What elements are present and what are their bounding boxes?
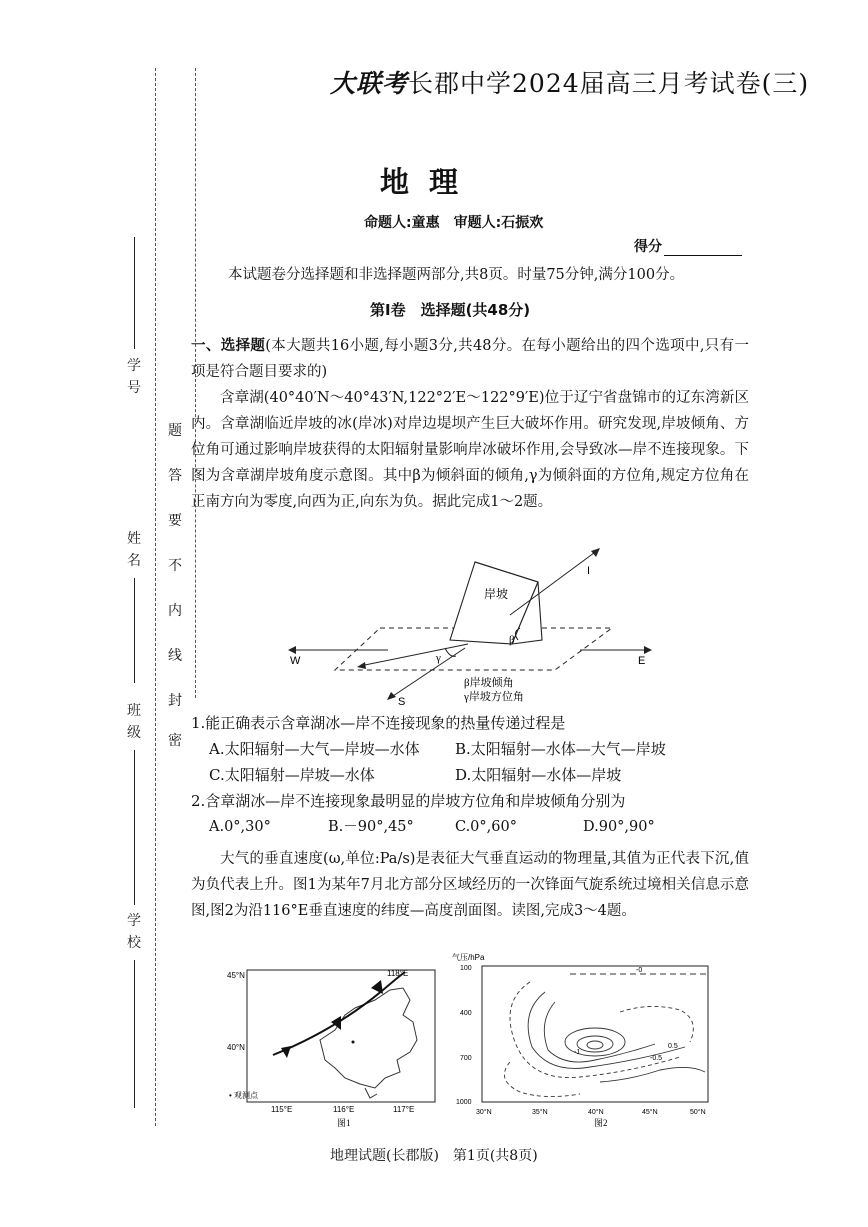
x-tick: 35°N — [532, 1109, 548, 1116]
beta-symbol: β — [509, 634, 515, 646]
q2-option-b[interactable]: B.－90°,45° — [328, 819, 414, 835]
east-label: E — [638, 655, 646, 667]
y-tick: 1000 — [456, 1099, 472, 1106]
q2-option-c[interactable]: C.0°,60° — [455, 819, 517, 835]
question-1-stem: 1.能正确表示含章湖冰—岸不连接现象的热量传递过程是 — [191, 714, 566, 732]
normal-label: I — [587, 565, 591, 577]
vertical-velocity-section — [450, 952, 720, 1130]
y-tick: 400 — [460, 1010, 472, 1017]
slope-angle-figure — [280, 540, 660, 708]
student-id-blank[interactable] — [134, 237, 135, 349]
lon-117-label: 117°E — [393, 1105, 415, 1114]
school-blank[interactable] — [134, 960, 135, 1108]
contour-label: 0.5 — [668, 1043, 678, 1050]
score-blank[interactable] — [664, 241, 742, 256]
subject-title: 地理 — [380, 165, 479, 199]
contour-label: -0 — [636, 967, 643, 974]
q1-option-d[interactable]: D.太阳辐射—水体—岸坡 — [455, 766, 622, 784]
passage-1: 含章湖(40°40′N～40°43′N,122°2′E～122°9′E)位于辽宁省盘锦市的辽东湾新区内。含章湖临近岸坡的冰(岸冰)对岸边堤坝产生巨大破坏作用。研究发现,岸坡倾角、方位角可通过影响岸坡获得的太阳辐射量影响岸冰破坏作用,会导致冰—岸不连接现象。下图为含章湖岸坡角度示意图。其中β为倾斜面的倾角,γ为倾斜面的方位角,规定方位角在正南方向为零度,向西为正,向东为负。据此完成1～2题。 — [191, 390, 749, 510]
margin-label-name: 姓 名 — [127, 531, 155, 569]
front-cyclone-map — [225, 960, 450, 1130]
authors-line: 命题人:童惠 审题人:石振欢 — [364, 215, 544, 231]
x-tick: 50°N — [690, 1109, 706, 1116]
q1-option-a[interactable]: A.太阳辐射—大气—岸坡—水体 — [209, 740, 420, 758]
south-arrowhead — [387, 692, 396, 700]
class-blank[interactable] — [134, 750, 135, 905]
part1-instructions-text: (本大题共16小题,每小题3分,共48分。在每小题给出的四个选项中,只有一项是符合题目要求的) — [191, 338, 749, 380]
y-axis-title: 气压/hPa — [452, 953, 485, 962]
east-arrowhead — [644, 646, 652, 654]
plot-frame — [482, 966, 708, 1102]
q1-option-c[interactable]: C.太阳辐射—岸坡—水体 — [209, 766, 375, 784]
section-title: 第Ⅰ卷 选择题(共48分) — [370, 301, 531, 319]
score-label: 得分 — [634, 239, 662, 255]
observation-station — [352, 1041, 355, 1044]
figure-1-caption: 图1 — [337, 1118, 351, 1128]
margin-label-class: 班 级 — [127, 703, 155, 741]
part1-instructions — [191, 333, 749, 385]
seal-char: 要 — [168, 513, 182, 529]
x-tick: 45°N — [642, 1109, 658, 1116]
figure-2-caption: 图2 — [594, 1118, 608, 1128]
seal-char: 封 — [168, 693, 182, 709]
projection-arrowhead — [357, 662, 366, 669]
slope-label: 岸坡 — [484, 587, 509, 601]
q1-option-b[interactable]: B.太阳辐射—水体—大气—岸坡 — [455, 740, 666, 758]
name-blank[interactable] — [134, 578, 135, 683]
west-label: W — [290, 655, 301, 667]
map-frame — [247, 970, 435, 1102]
q2-option-a[interactable]: A.0°,30° — [209, 819, 271, 835]
question-2-stem: 2.含章湖冰—岸不连接现象最明显的岸坡方位角和岸坡倾角分别为 — [191, 792, 626, 810]
x-tick: 30°N — [476, 1109, 492, 1116]
lon-118-label: 118°E — [387, 969, 409, 978]
margin-label-school: 学 校 — [127, 913, 155, 951]
lon-115-label: 115°E — [271, 1105, 293, 1114]
exam-title — [330, 64, 809, 100]
seal-char: 不 — [168, 558, 182, 574]
binding-line-outer — [155, 68, 156, 1126]
gamma-symbol: γ — [436, 652, 441, 664]
seal-char: 内 — [168, 603, 182, 619]
west-arrowhead — [288, 646, 296, 654]
lat-40-label: 40°N — [227, 1043, 245, 1052]
q2-option-d[interactable]: D.90°,90° — [583, 819, 655, 835]
normal-projection — [360, 644, 468, 666]
seal-char: 密 — [168, 733, 182, 749]
lon-116-label: 116°E — [333, 1105, 355, 1114]
score-field — [634, 236, 742, 256]
seal-char: 答 — [168, 468, 182, 484]
passage-2: 大气的垂直速度(ω,单位:Pa/s)是表征大气垂直运动的物理量,其值为正代表下沉,值为负代表上升。图1为某年7月北方部分区域经历的一次锋面气旋系统过境相关信息示意图,图2为沿116°E垂直速度的纬度—高度剖面图。读图,完成3～4题。 — [191, 851, 749, 919]
x-tick: 40°N — [588, 1109, 604, 1116]
legend-beta: β岸坡倾角 — [464, 677, 514, 689]
legend-gamma: γ岸坡方位角 — [464, 691, 524, 703]
seal-char: 题 — [168, 423, 182, 439]
normal-arrowhead — [591, 548, 600, 557]
lat-45-label: 45°N — [227, 971, 245, 980]
y-tick: 700 — [460, 1055, 472, 1062]
exam-title-text: 长郡中学2024届高三月考试卷(三) — [408, 69, 810, 98]
brand-logo-text: 大联考 — [330, 69, 409, 98]
contour-label: -0.5 — [650, 1055, 663, 1062]
margin-label-student-id: 学 号 — [127, 358, 155, 396]
y-tick: 100 — [460, 965, 472, 972]
south-label: S — [398, 696, 406, 708]
part1-heading: 一、选择题 — [191, 337, 266, 354]
station-legend: • 观测点 — [229, 1091, 259, 1100]
contour-label: -1 — [574, 1049, 581, 1056]
seal-char: 线 — [168, 648, 182, 664]
intro-text: 本试题卷分选择题和非选择题两部分,共8页。时量75分钟,满分100分。 — [228, 267, 685, 283]
south-axis — [390, 648, 465, 698]
page-footer: 地理试题(长郡版) 第1页(共8页) — [330, 1148, 538, 1164]
